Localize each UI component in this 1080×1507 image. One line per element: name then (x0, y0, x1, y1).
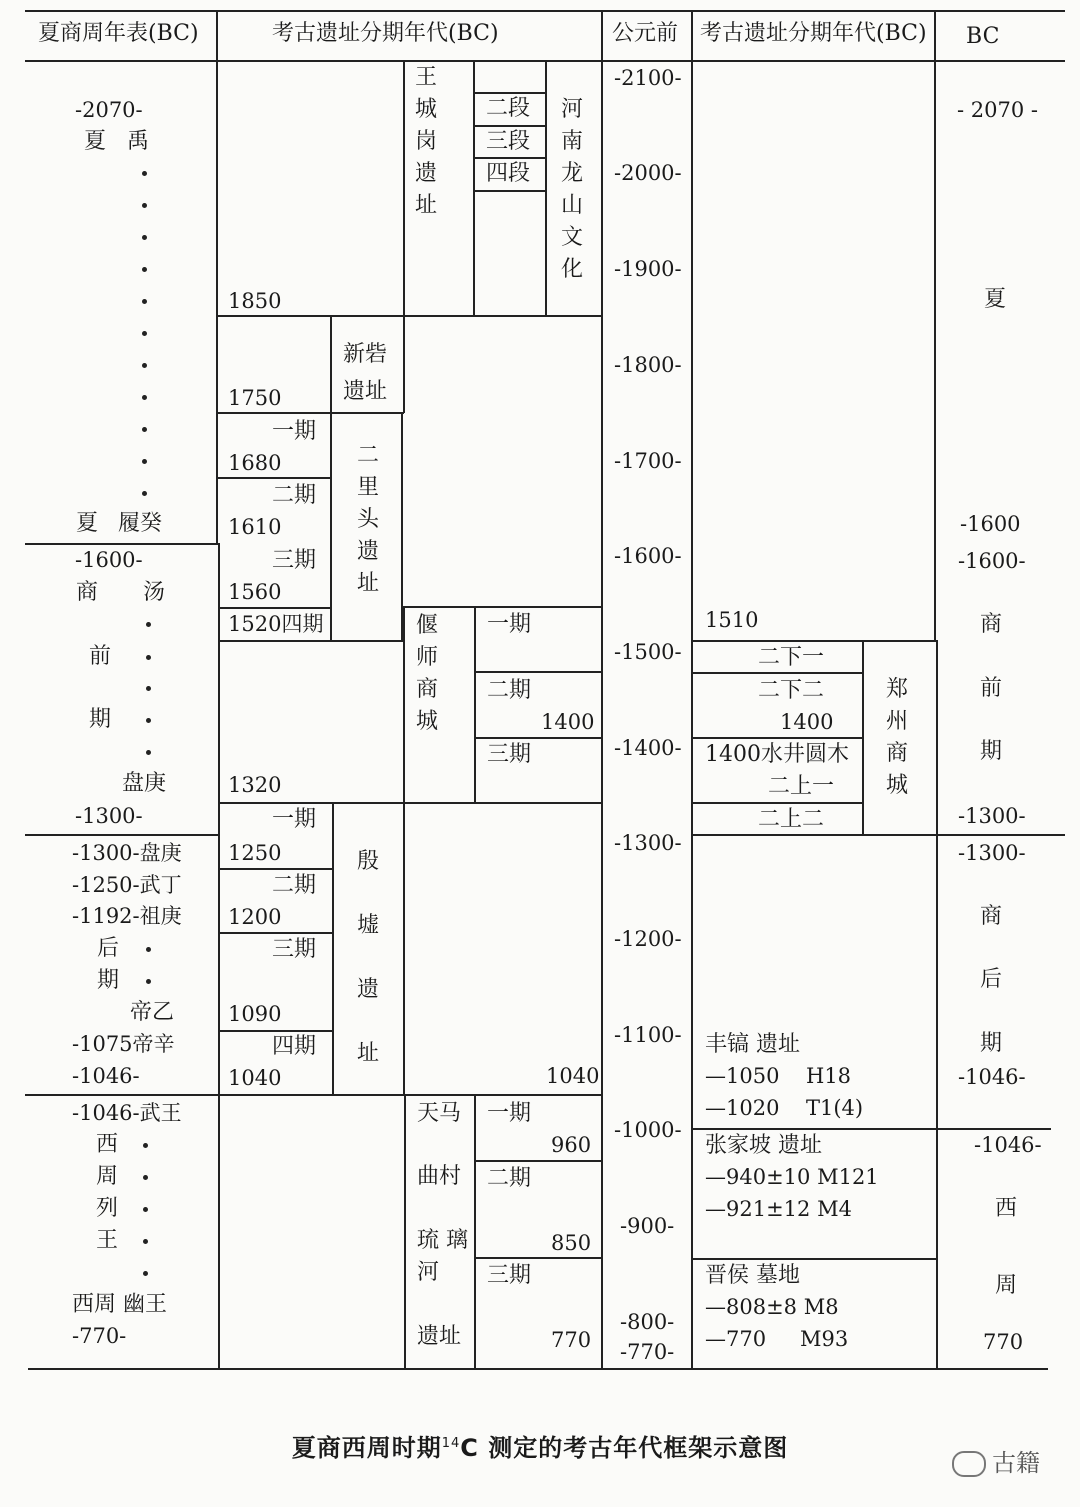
watermark-text: 古籍 (992, 1449, 1040, 1477)
erlitou-date: 1850 (228, 289, 282, 313)
yanshi-site-label: 偃师商城 (415, 613, 438, 734)
year-label: -1600- (75, 548, 143, 572)
zhengzhou-row: 1400 (780, 710, 834, 734)
bc-right-label: -1600 (960, 512, 1021, 536)
zhangjiapo-title: 张家坡 遗址 (705, 1133, 822, 1158)
king-label: 西周 幽王 (72, 1292, 167, 1317)
divider (403, 606, 405, 803)
fenghao-title: 丰镐 遗址 (705, 1032, 800, 1057)
divider (403, 606, 603, 608)
divider (693, 834, 1065, 836)
bc-right-label: 后 (980, 967, 1003, 992)
dot (142, 491, 147, 496)
zhengzhou-row: 二上二 (758, 807, 825, 832)
divider (218, 1094, 603, 1096)
tianma-label: 天马 (417, 1101, 462, 1126)
dot (143, 1175, 148, 1180)
divider (403, 317, 405, 413)
bc-right-label: -1300- (958, 804, 1026, 828)
divider (693, 1128, 1051, 1130)
yinxu-date: 1200 (228, 905, 282, 929)
bc-right-label: 商 (980, 904, 1003, 929)
bc-right-label: 期 (980, 1031, 1003, 1056)
bc-right-label: 770 (983, 1330, 1024, 1354)
bc-scale-label: -900- (620, 1214, 675, 1238)
divider (473, 62, 475, 315)
erlitou-date: 1680 (228, 451, 282, 475)
dot (142, 427, 147, 432)
divider (693, 672, 863, 674)
divider (218, 802, 603, 804)
tianma-period: 三期 (487, 1263, 532, 1288)
dot (142, 299, 147, 304)
yanshi-period: 一期 (487, 612, 532, 637)
divider (476, 737, 603, 739)
bc-right-label: 夏 (984, 287, 1007, 312)
bc-right-label: 西 (995, 1196, 1018, 1221)
dot (143, 1207, 148, 1212)
erlitou-period: 一期 (272, 419, 317, 444)
dot (142, 363, 147, 368)
wangchenggang-site-label: 王城岗遗址 (414, 65, 437, 218)
bc-scale-label: -1500- (614, 640, 682, 664)
bc-scale-label: -1900- (614, 257, 682, 281)
divider (476, 671, 603, 673)
erlitou-date: 1750 (228, 386, 282, 410)
dot (142, 203, 147, 208)
year-label: -770- (72, 1324, 127, 1348)
tianma-label: 遗址 (417, 1324, 462, 1349)
bc-scale-label: -2100- (614, 66, 682, 90)
period-label: 期 (89, 707, 112, 732)
dynasty-label: 西 (96, 1132, 119, 1157)
zhangjiapo-row: —940±10 M121 (705, 1165, 879, 1189)
col-line-4 (934, 10, 936, 640)
yinxu-period: 四期 (272, 1034, 317, 1059)
bc-scale-label: -800- (620, 1310, 675, 1334)
king-label: 汤 (143, 580, 166, 605)
figure-caption (0, 1428, 1080, 1463)
tianma-period: 二期 (487, 1166, 532, 1191)
tianma-label: 曲村 (417, 1164, 462, 1189)
king-label: 盘庚 (122, 771, 167, 796)
col-line-2 (601, 10, 603, 1369)
zhengzhou-row: 二下一 (758, 645, 825, 670)
yinxu-date: 1250 (228, 841, 282, 865)
bc-scale-label: -1400- (614, 736, 682, 760)
period-label: 后 (97, 936, 120, 961)
dot (142, 395, 147, 400)
dot (142, 267, 147, 272)
yinxu-period: 三期 (272, 937, 317, 962)
divider (476, 1257, 603, 1259)
divider (475, 125, 545, 127)
dot (142, 459, 147, 464)
bottom-border (28, 1368, 1048, 1370)
wangchenggang-stage: 二段 (486, 96, 531, 121)
dot (146, 947, 151, 952)
dynasty-label: 夏 (76, 511, 99, 536)
wangchenggang-stage: 三段 (486, 129, 531, 154)
tianma-date: 960 (551, 1133, 592, 1157)
caption-text: 夏商西周时期 (291, 1434, 442, 1462)
fenghao-sample: H18 (806, 1064, 852, 1088)
dot (142, 171, 147, 176)
erlitou-site-label: 二里头遗址 (356, 443, 379, 596)
tianma-period: 一期 (487, 1101, 532, 1126)
divider (693, 1258, 938, 1260)
divider (332, 804, 334, 1094)
dot (143, 1143, 148, 1148)
bc-right-label: 期 (980, 739, 1003, 764)
col-line-1 (216, 10, 218, 543)
king-label: 履癸 (118, 511, 163, 536)
watermark (952, 1443, 1040, 1478)
bc-right-label: 商 (980, 612, 1003, 637)
year-label: -1300- (75, 804, 143, 828)
dot (146, 979, 151, 984)
col-line-3 (691, 10, 693, 1369)
divider (403, 62, 405, 315)
bc-right-label: 周 (995, 1273, 1018, 1298)
divider (475, 190, 545, 192)
dynasty-label: 周 (96, 1164, 119, 1189)
bc-scale-label: -2000- (614, 161, 682, 185)
dot (143, 1239, 148, 1244)
col-line-1b (218, 543, 220, 1369)
divider (404, 1096, 406, 1368)
zhengzhou-row: 1400水井圆木 (705, 742, 849, 767)
period-label: 王 (96, 1228, 119, 1253)
zhangjiapo-row: —921±12 M4 (705, 1197, 852, 1221)
divider (693, 802, 863, 804)
bc-right-label: -1046- (974, 1133, 1042, 1157)
dot (142, 235, 147, 240)
jinhou-sample: M93 (800, 1327, 849, 1351)
erlitou-date: 1610 (228, 515, 282, 539)
bc-scale-label: -1700- (614, 449, 682, 473)
divider (476, 1160, 603, 1162)
year-king-label: -1250-武丁 (72, 873, 182, 897)
yanshi-period: 二期 (487, 678, 532, 703)
tianma-date: 770 (551, 1328, 592, 1352)
divider (218, 868, 334, 870)
divider (218, 477, 332, 479)
bc-scale-label: -1200- (614, 927, 682, 951)
bc-right-label: -1300- (958, 841, 1026, 865)
divider (474, 1096, 476, 1368)
divider (218, 640, 404, 642)
divider (403, 804, 405, 1094)
henan-longshan-label: 河南龙山文化 (560, 97, 583, 282)
year-label: -1046- (72, 1064, 140, 1088)
fenghao-sample: T1(4) (806, 1096, 864, 1120)
tianma-label: 河 (417, 1260, 440, 1285)
tianma-label: 琉 璃 (417, 1228, 468, 1253)
header-xia-shang-zhou-table: 夏商周年表(BC) (38, 21, 199, 46)
erlitou-period: 三期 (272, 548, 317, 573)
zhengzhou-site-label: 郑州商城 (885, 677, 908, 798)
year-king-label: -1300-盘庚 (72, 841, 182, 865)
yinxu-date: 1090 (228, 1002, 282, 1026)
dot (142, 331, 147, 336)
divider (218, 1030, 334, 1032)
divider (693, 737, 863, 739)
period-label: 期 (97, 968, 120, 993)
erlitou-date: 1560 (228, 580, 282, 604)
bc-scale-label: -1600- (614, 544, 682, 568)
divider (25, 834, 220, 836)
fenghao-date: —1020 (705, 1096, 780, 1120)
divider (218, 932, 334, 934)
bc-scale-label: -770- (620, 1340, 675, 1364)
divider (25, 1094, 220, 1096)
dynasty-label: 夏 (84, 129, 107, 154)
king-label: 帝乙 (130, 1000, 175, 1025)
bc-right-label: 前 (980, 676, 1003, 701)
dot (146, 622, 151, 627)
dynasty-label: -2070- (75, 98, 143, 122)
yinxu-period: 二期 (272, 873, 317, 898)
wangchenggang-stage: 四段 (486, 161, 531, 186)
dot (143, 1271, 148, 1276)
erlitou-date: 1320 (228, 773, 282, 797)
divider (545, 62, 547, 315)
dot (146, 718, 151, 723)
erlitou-period: 二期 (272, 483, 317, 508)
bc-right-label: -1046- (958, 1065, 1026, 1089)
header-bc-right: BC (966, 24, 1000, 49)
year-king-label: -1075帝辛 (72, 1032, 175, 1056)
divider (475, 92, 545, 94)
divider (475, 157, 545, 159)
bc-scale-label: -1100- (614, 1023, 682, 1047)
jinhou-title: 晋侯 墓地 (705, 1263, 800, 1288)
bc-scale-label: -1800- (614, 353, 682, 377)
king-label: 禹 (127, 129, 150, 154)
yinxu-date: 1040 (228, 1066, 282, 1090)
bc-right-label: - 2070 - (957, 98, 1038, 122)
dynasty-label: 商 (76, 580, 99, 605)
header-archaeological-dating-left: 考古遗址分期年代(BC) (272, 21, 499, 46)
jinhou-row: —808±8 M8 (705, 1295, 839, 1319)
yanshi-period: 三期 (487, 742, 532, 767)
divider (474, 606, 476, 803)
period-label: 前 (89, 644, 112, 669)
yinxu-col-date: 1040 (546, 1064, 600, 1088)
fenghao-date: —1050 (705, 1064, 780, 1088)
divider (218, 607, 332, 609)
bc-scale-label: -1300- (614, 831, 682, 855)
year-king-label: -1192-祖庚 (72, 904, 182, 928)
divider (216, 315, 603, 317)
period-label: 列 (96, 1196, 119, 1221)
caption-superscript: 14 (441, 1436, 461, 1451)
header-bc: 公元前 (612, 21, 679, 46)
divider (25, 543, 218, 545)
wechat-icon (952, 1451, 986, 1477)
yinxu-period: 一期 (272, 807, 317, 832)
dot (146, 655, 151, 660)
bc-scale-label: -1000- (614, 1118, 682, 1142)
divider (218, 412, 404, 414)
yinxu-site-label: 殷墟遗址 (356, 849, 379, 1066)
caption-text: C 测定的考古年代框架示意图 (460, 1434, 789, 1462)
divider (693, 640, 936, 642)
xinzhai-site-label: 新砦遗址 (343, 342, 388, 404)
yanshi-date: 1400 (541, 710, 595, 734)
tianma-date: 850 (551, 1231, 592, 1255)
bc-right-label: -1600- (958, 549, 1026, 573)
dot (146, 686, 151, 691)
zhengzhou-start-date: 1510 (705, 608, 759, 632)
header-archaeological-dating-right: 考古遗址分期年代(BC) (700, 21, 927, 46)
zhengzhou-row: 二上一 (768, 774, 835, 799)
dot (146, 750, 151, 755)
top-border (25, 10, 1065, 12)
jinhou-date: —770 (705, 1327, 767, 1351)
year-king-label: -1046-武王 (72, 1101, 182, 1125)
zhengzhou-row: 二下二 (758, 678, 825, 703)
erlitou-date-period4: 1520四期 (228, 612, 324, 636)
